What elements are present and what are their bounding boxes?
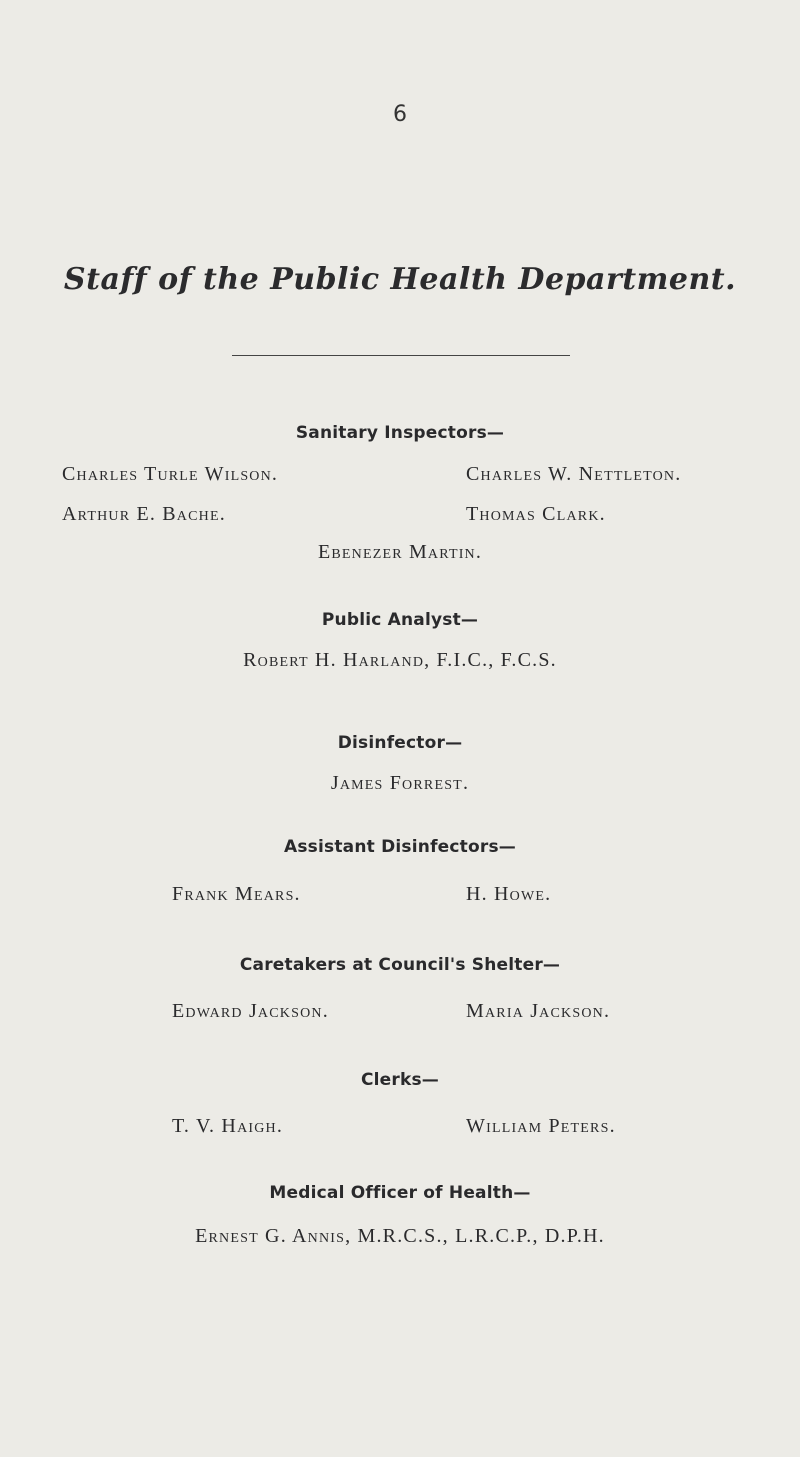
caretaker-name: Maria Jackson. [466,1000,611,1022]
caretaker-name: Edward Jackson. [172,1000,329,1022]
medical-officer-name: Ernest G. Annis, M.R.C.S., L.R.C.P., D.P.H. [195,1225,605,1247]
sanitary-inspector-name: Charles W. Nettleton. [466,463,682,485]
public-analyst-heading: Public Analyst— [321,610,479,630]
assistant-disinfector-name: Frank Mears. [172,883,301,905]
title-divider [232,355,570,356]
clerks-heading: Clerks— [360,1070,440,1090]
sanitary-inspector-name: Charles Turle Wilson. [62,463,279,485]
public-analyst-name: Robert H. Harland, F.I.C., F.C.S. [243,649,557,671]
sanitary-inspectors-heading: Sanitary Inspectors— [295,423,505,443]
page-title: Staff of the Public Health Department. [63,262,737,297]
disinfector-name: James Forrest. [330,772,470,794]
page-number: 6 [393,102,407,127]
assistant-disinfectors-heading: Assistant Disinfectors— [284,837,516,857]
assistant-disinfector-name: H. Howe. [466,883,552,905]
sanitary-inspector-name: Arthur E. Bache. [62,503,226,525]
sanitary-inspector-name: Ebenezer Martin. [317,541,483,563]
medical-officer-heading: Medical Officer of Health— [269,1183,531,1203]
sanitary-inspector-name: Thomas Clark. [466,503,606,525]
disinfector-heading: Disinfector— [337,733,463,753]
clerk-name: William Peters. [466,1115,616,1137]
caretakers-heading: Caretakers at Council's Shelter— [239,955,561,975]
clerk-name: T. V. Haigh. [172,1115,284,1137]
